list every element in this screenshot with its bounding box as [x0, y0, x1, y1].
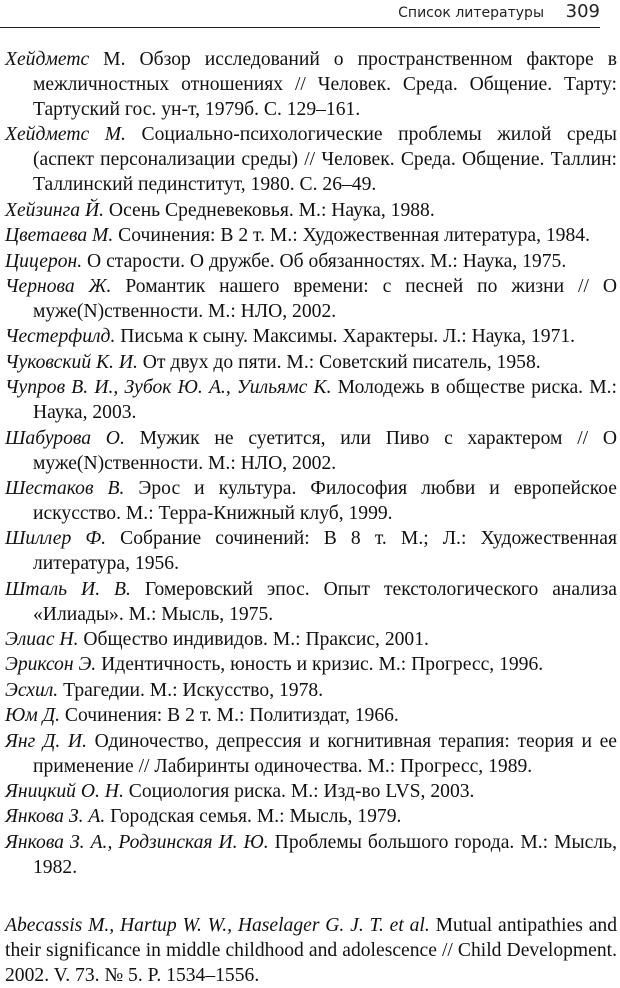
bibliography-entry	[5, 804, 617, 829]
running-title: Список литературы	[398, 5, 544, 21]
entry-text: Трагедии. М.: Искусство, 1978.	[58, 679, 324, 701]
bibliography-entry	[5, 526, 617, 576]
entry-text: Сочинения: В 2 т. М.: Художественная литература, 1984.	[113, 225, 590, 247]
bibliography-entry	[5, 122, 617, 197]
bibliography-entry	[5, 652, 617, 677]
bibliography-entry	[5, 375, 617, 425]
bibliography-entry	[5, 324, 617, 349]
bibliography-entry	[5, 47, 617, 122]
entry-author: Хейдметс	[5, 49, 90, 70]
entry-author: Эриксон Э.	[5, 654, 97, 676]
entry-author: Янкова З. А.	[5, 806, 106, 828]
entry-author: Шестаков В.	[5, 477, 125, 499]
entry-text: Осень Средневековья. М.: Наука, 1988.	[104, 199, 435, 221]
page-header	[0, 0, 620, 30]
entry-author: Янкова З. А., Родзинская И. Ю.	[5, 831, 269, 853]
entry-text: Проблемы большого города. М.: Мысль, 1982.	[33, 831, 617, 878]
entry-text: Общество индивидов. М.: Праксис, 2001.	[78, 629, 429, 651]
entry-text: Романтик нашего времени: с песней по жизни // О муже(N)ственности. М.: НЛО, 2002.	[33, 275, 617, 322]
entry-text: Молодежь в обществе риска. М.: Наука, 2003.	[33, 377, 617, 424]
bibliography-entry	[5, 249, 617, 274]
entry-text: Мужик не суетится, или Пиво с характером // О муже(N)ственности. М.: НЛО, 2002.	[33, 427, 617, 474]
page-number: 309	[565, 1, 600, 22]
bibliography-entry	[5, 426, 617, 476]
entry-author: Честерфилд.	[5, 326, 116, 348]
bibliography-entry	[5, 703, 617, 728]
bibliography-entry	[5, 830, 617, 880]
entry-text: Собрание сочинений: В 8 т. М.; Л.: Художественная литература, 1956.	[33, 528, 617, 575]
entry-text: Одиночество, депрессия и когнитивная терапия: теория и ее применение // Лабиринты одиночества. М.: Прогресс, 1989.	[33, 730, 617, 777]
entry-text: Идентичность, юность и кризис. М.: Прогресс, 1996.	[96, 654, 544, 676]
bibliography-entry	[5, 577, 617, 627]
entry-author: Элиас Н.	[5, 629, 79, 651]
bibliography-entry-latin	[5, 913, 617, 988]
entry-author: Шабурова О.	[5, 427, 125, 449]
entry-author: Яницкий О. Н.	[5, 781, 124, 803]
header-rule	[0, 27, 600, 28]
bibliography-entry	[5, 779, 617, 804]
bibliography-list	[5, 47, 617, 880]
entry-author: Хейдметс М.	[5, 124, 126, 146]
entry-author: Чернова Ж.	[5, 275, 112, 297]
entry-text: Эрос и культура. Философия любви и европейское искусство. М.: Терра-Книжный клуб, 1999.	[33, 477, 617, 524]
entry-author: Хейзинга Й.	[5, 199, 105, 221]
entry-text: О старости. О дружбе. Об обязанностях. М.: Наука, 1975.	[82, 250, 567, 272]
bibliography-entry	[5, 198, 617, 223]
bibliography-entry	[5, 678, 617, 703]
entry-text: Социально-психологические проблемы жилой среды (аспект персонализации среды) // Человек. Среда. Общение. Таллин: Таллинский пединститут, 1980. С. 26–49.	[33, 124, 617, 196]
bibliography-entry	[5, 476, 617, 526]
entry-author: Юм Д.	[5, 705, 60, 727]
entry-author: Янг Д. И.	[5, 730, 87, 752]
bibliography-entry	[5, 274, 617, 324]
entry-author: Шталь И. В.	[5, 578, 131, 600]
entry-author: Цветаева М.	[5, 225, 114, 247]
entry-author: Цицерон.	[5, 250, 83, 272]
bibliography-entry	[5, 223, 617, 248]
entry-text: Городская семья. М.: Мысль, 1979.	[105, 806, 402, 828]
entry-text: Гомеровский эпос. Опыт текстологического анализа «Илиады». М.: Мысль, 1975.	[33, 578, 617, 625]
entry-author: Шиллер Ф.	[5, 528, 107, 550]
entry-author: Чупров В. И., Зубок Ю. А., Уильямс К.	[5, 377, 332, 399]
entry-author: Эсхил.	[5, 679, 59, 701]
entry-text: М. Обзор исследований о пространственном факторе в межличностных отношениях // Человек. Среда. Общение. Тарту: Тартуский гос. ун-т, 1979б. С. 129–161.	[33, 49, 617, 120]
bibliography-entry	[5, 729, 617, 779]
entry-text: Mutual antipathies and their significance in middle childhood and adolescence // Child Development. 2002. V. 73. № 5. P. 1534–1556.	[5, 915, 617, 986]
entry-text: Сочинения: В 2 т. М.: Политиздат, 1966.	[60, 705, 399, 727]
bibliography-entry	[5, 627, 617, 652]
entry-text: Письма к сыну. Максимы. Характеры. Л.: Наука, 1971.	[115, 326, 576, 348]
bibliography-entry	[5, 350, 617, 375]
entry-author: Abecassis M., Hartup W. W., Haselager G. J. T. et al.	[5, 915, 430, 936]
entry-text: От двух до пяти. М.: Советский писатель, 1958.	[137, 351, 541, 373]
entry-text: Социология риска. М.: Изд-во LVS, 2003.	[123, 781, 475, 803]
entry-author: Чуковский К. И.	[5, 351, 138, 373]
